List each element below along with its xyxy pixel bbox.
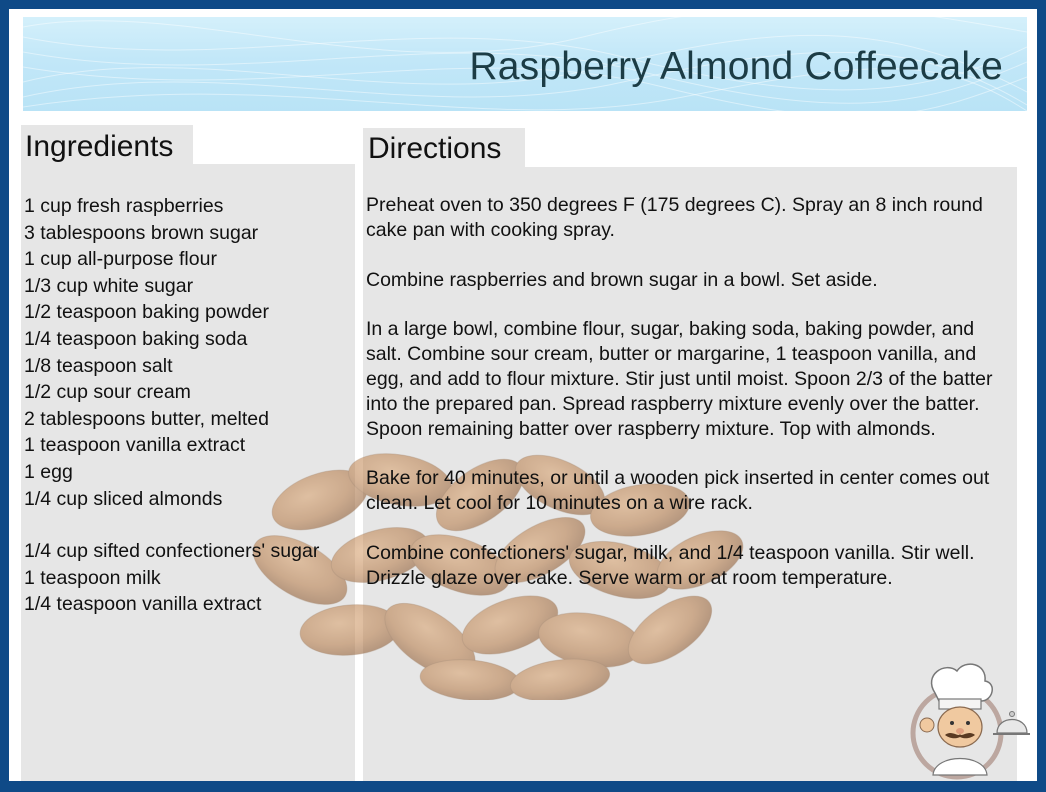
list-item: 1/2 teaspoon baking powder: [24, 301, 270, 324]
ingredients-heading: Ingredients: [25, 130, 174, 163]
list-item: 1/4 cup sifted confectioners' sugar: [24, 540, 320, 563]
directions-heading: Directions: [368, 132, 502, 165]
list-item: 1/2 cup sour cream: [24, 381, 191, 404]
title-banner: [23, 17, 1027, 111]
ingredients-list: [24, 193, 349, 618]
list-item: 1/4 cup sliced almonds: [24, 487, 223, 510]
direction-step: Combine confectioners' sugar, milk, and 1/4 teaspoon vanilla. Stir well. Drizzle glaze over cake. Serve warm or at room temperature.: [366, 541, 975, 589]
list-item: 1 cup all-purpose flour: [24, 248, 217, 271]
list-item: 1 cup fresh raspberries: [24, 195, 224, 217]
list-item: 1 teaspoon milk: [24, 566, 161, 589]
direction-step: In a large bowl, combine flour, sugar, baking soda, baking powder, and salt. Combine sour cream, butter or margarine, 1 teaspoon vanilla, and egg, and add to flour mixture. Stir just until moist. Spoon 2/3 of the batter into the prepared pan. Spread raspberry mixture evenly over the batter. Spoon remaining batter over raspberry mixture. Top with almonds.: [366, 318, 993, 440]
direction-step: Bake for 40 minutes, or until a wooden pick inserted in center comes out clean. Let cool for 10 minutes on a wire rack.: [366, 467, 990, 515]
list-item: 1/8 teaspoon salt: [24, 354, 173, 377]
list-item: 1 teaspoon vanilla extract: [24, 434, 246, 457]
directions-text: [366, 193, 1008, 616]
list-item: 2 tablespoons butter, melted: [24, 407, 269, 430]
list-item: 1/4 teaspoon vanilla extract: [24, 593, 262, 616]
page-title: Raspberry Almond Coffeecake: [469, 45, 1003, 88]
chef-icon: [905, 655, 1030, 780]
list-item: 1 egg: [24, 460, 73, 483]
list-item: 3 tablespoons brown sugar: [24, 221, 259, 244]
direction-step: Combine raspberries and brown sugar in a bowl. Set aside.: [366, 268, 878, 291]
direction-step: Preheat oven to 350 degrees F (175 degrees C). Spray an 8 inch round cake pan with cooking spray.: [366, 194, 983, 241]
list-item: 1/4 teaspoon baking soda: [24, 327, 248, 350]
list-item: 1/3 cup white sugar: [24, 274, 194, 297]
